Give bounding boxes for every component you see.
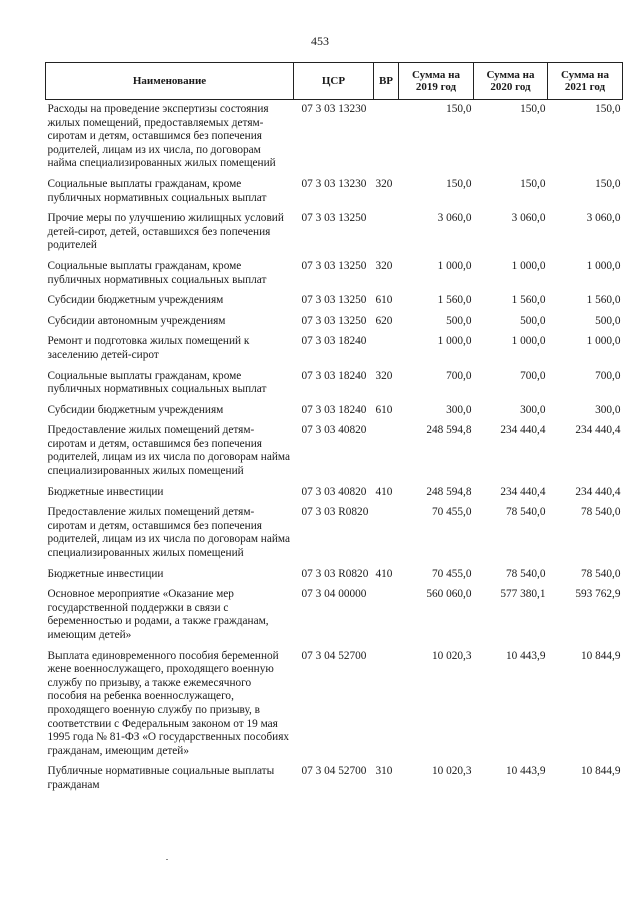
cell-name: Прочие меры по улучшению жилищных условий детей-сирот, детей, оставшихся без попечения родителей <box>47 212 284 252</box>
cell-sum-2019: 500,0 <box>446 314 472 327</box>
cell-sum-2021: 1 000,0 <box>586 259 621 272</box>
cell-sum-2021: 234 440,4 <box>575 424 621 437</box>
header-sum-2019: Сумма на 2019 год <box>399 63 474 100</box>
cell-csr: 07 3 03 13230 <box>301 103 367 115</box>
cell-sum-2021: 150,0 <box>595 103 621 115</box>
cell-sum-2021: 1 560,0 <box>586 294 621 307</box>
cell-vr: 320 <box>375 259 393 272</box>
cell-sum-2019: 70 455,0 <box>431 567 472 580</box>
cell-vr: 310 <box>375 765 393 778</box>
cell-vr <box>374 209 399 257</box>
cell-sum-2021: 500,0 <box>595 314 621 327</box>
cell-sum-2021: 78 540,0 <box>580 506 621 519</box>
cell-sum-2020: 1 000,0 <box>511 335 546 348</box>
cell-sum-2019: 300,0 <box>446 403 472 416</box>
cell-sum-2020: 700,0 <box>520 369 546 382</box>
cell-sum-2019: 150,0 <box>446 177 472 190</box>
table-row <box>46 647 623 763</box>
cell-csr: 07 3 03 40820 <box>301 424 367 437</box>
table-row <box>46 100 623 175</box>
cell-sum-2021: 10 844,9 <box>580 765 621 778</box>
header-csr: ЦСР <box>294 63 374 100</box>
cell-vr <box>374 421 399 482</box>
cell-csr: 07 3 04 52700 <box>301 649 367 662</box>
cell-sum-2020: 234 440,4 <box>500 485 546 498</box>
cell-sum-2019: 3 060,0 <box>437 212 472 225</box>
cell-name: Социальные выплаты гражданам, кроме публичных нормативных социальных выплат <box>47 369 267 396</box>
table-row <box>46 332 623 366</box>
cell-sum-2020: 150,0 <box>520 177 546 190</box>
table-row <box>46 291 623 312</box>
cell-csr: 07 3 04 52700 <box>301 765 367 778</box>
cell-vr: 320 <box>375 369 393 382</box>
cell-name: Социальные выплаты гражданам, кроме публичных нормативных социальных выплат <box>47 259 267 286</box>
cell-vr <box>374 585 399 646</box>
header-row <box>46 63 623 100</box>
header-name: Наименование <box>46 63 294 100</box>
cell-vr: 320 <box>375 177 393 190</box>
cell-csr: 07 3 03 18240 <box>301 403 367 416</box>
cell-sum-2021: 300,0 <box>595 403 621 416</box>
cell-sum-2020: 78 540,0 <box>505 567 546 580</box>
cell-sum-2019: 700,0 <box>446 369 472 382</box>
table-row <box>46 565 623 586</box>
table-row <box>46 367 623 401</box>
cell-sum-2020: 78 540,0 <box>505 506 546 519</box>
table-row <box>46 401 623 422</box>
table-row <box>46 503 623 564</box>
cell-vr: 410 <box>375 567 393 580</box>
cell-sum-2021: 150,0 <box>595 177 621 190</box>
cell-csr: 07 3 03 R0820 <box>301 506 369 519</box>
scan-speck <box>166 859 168 860</box>
cell-sum-2021: 593 762,9 <box>575 588 621 601</box>
cell-sum-2020: 10 443,9 <box>505 649 546 662</box>
cell-sum-2020: 300,0 <box>520 403 546 416</box>
page-number: 453 <box>311 34 329 48</box>
cell-sum-2020: 1 560,0 <box>511 294 546 307</box>
cell-sum-2019: 70 455,0 <box>431 506 472 519</box>
cell-csr: 07 3 03 13250 <box>301 212 367 225</box>
table-row <box>46 312 623 333</box>
cell-sum-2021: 700,0 <box>595 369 621 382</box>
header-sum-2020: Сумма на 2020 год <box>474 63 548 100</box>
cell-vr <box>374 647 399 763</box>
cell-csr: 07 3 03 13250 <box>301 294 367 307</box>
cell-sum-2020: 1 000,0 <box>511 259 546 272</box>
cell-name: Субсидии автономным учреждениям <box>47 314 226 327</box>
cell-name: Предоставление жилых помещений детям-сиротам и детям, оставшимся без попечения родителей, лицам из их числа по договорам найма специализированных жилых помещений <box>47 506 290 560</box>
cell-vr: 410 <box>375 485 393 498</box>
cell-csr: 07 3 03 13250 <box>301 259 367 272</box>
cell-sum-2020: 234 440,4 <box>500 424 546 437</box>
cell-name: Публичные нормативные социальные выплаты гражданам <box>47 765 275 791</box>
cell-sum-2020: 150,0 <box>520 103 546 115</box>
cell-csr: 07 3 03 13250 <box>301 314 367 327</box>
cell-sum-2019: 560 060,0 <box>426 588 472 601</box>
cell-sum-2021: 10 844,9 <box>580 649 621 662</box>
cell-sum-2021: 3 060,0 <box>586 212 621 225</box>
cell-name: Выплата единовременного пособия беременной жене военнослужащего, проходящего военную службу по призыву, а также ежемесячного пособия на ребенка военнослужащего, проходящего военную службу по призыву, в соответствии с Федеральным законом от 19 мая 1995 года № 81-ФЗ «О государственных пособиях гражданам, имеющим детей» <box>47 649 290 757</box>
cell-csr: 07 3 04 00000 <box>301 588 367 601</box>
header-vr: ВР <box>374 63 399 100</box>
cell-csr: 07 3 03 18240 <box>301 335 367 348</box>
cell-csr: 07 3 03 13230 <box>301 177 367 190</box>
cell-vr <box>374 332 399 366</box>
table-row <box>46 483 623 504</box>
budget-table <box>45 62 623 797</box>
cell-vr <box>374 100 399 175</box>
cell-csr: 07 3 03 18240 <box>301 369 367 382</box>
cell-name: Предоставление жилых помещений детям-сиротам и детям, оставшимся без попечения родителей, лицам из их числа по договорам найма специализированных жилых помещений <box>47 424 290 478</box>
table-row <box>46 585 623 646</box>
cell-name: Социальные выплаты гражданам, кроме публичных нормативных социальных выплат <box>47 177 267 204</box>
table-header <box>46 63 623 100</box>
cell-sum-2020: 10 443,9 <box>505 765 546 778</box>
table-body <box>46 100 623 797</box>
cell-name: Основное мероприятие «Оказание мер государственной поддержки в связи с беременностью и родами, а также гражданам, имеющим детей» <box>47 588 269 641</box>
cell-sum-2021: 78 540,0 <box>580 567 621 580</box>
table-row <box>46 762 623 796</box>
cell-sum-2020: 577 380,1 <box>500 588 546 601</box>
cell-sum-2019: 248 594,8 <box>426 485 472 498</box>
table-row <box>46 209 623 257</box>
cell-sum-2019: 1 000,0 <box>437 335 472 348</box>
cell-sum-2019: 10 020,3 <box>431 765 472 778</box>
cell-vr: 610 <box>375 294 393 307</box>
cell-vr <box>374 503 399 564</box>
header-sum-2021: Сумма на 2021 год <box>548 63 623 100</box>
cell-sum-2019: 1 000,0 <box>437 259 472 272</box>
cell-csr: 07 3 03 40820 <box>301 485 367 498</box>
cell-name: Бюджетные инвестиции <box>47 485 164 498</box>
table-row <box>46 175 623 209</box>
cell-sum-2019: 10 020,3 <box>431 649 472 662</box>
cell-vr: 610 <box>375 403 393 416</box>
cell-sum-2021: 234 440,4 <box>575 485 621 498</box>
table-row <box>46 257 623 291</box>
cell-sum-2019: 150,0 <box>446 103 472 115</box>
cell-sum-2020: 3 060,0 <box>511 212 546 225</box>
cell-sum-2021: 1 000,0 <box>586 335 621 348</box>
cell-name: Расходы на проведение экспертизы состояния жилых помещений, предоставляемых детям-сиротам и детям, оставшимся без попечения родителей, лицам из их числа, по договорам найма специализированных жилых помещений <box>47 103 276 170</box>
cell-sum-2020: 500,0 <box>520 314 546 327</box>
cell-vr: 620 <box>375 314 393 327</box>
cell-sum-2019: 248 594,8 <box>426 424 472 437</box>
cell-name: Бюджетные инвестиции <box>47 567 164 580</box>
cell-name: Субсидии бюджетным учреждениям <box>47 294 224 307</box>
table-row <box>46 421 623 482</box>
cell-name: Ремонт и подготовка жилых помещений к заселению детей-сирот <box>47 335 250 361</box>
cell-csr: 07 3 03 R0820 <box>301 567 369 580</box>
cell-sum-2019: 1 560,0 <box>437 294 472 307</box>
cell-name: Субсидии бюджетным учреждениям <box>47 403 224 416</box>
